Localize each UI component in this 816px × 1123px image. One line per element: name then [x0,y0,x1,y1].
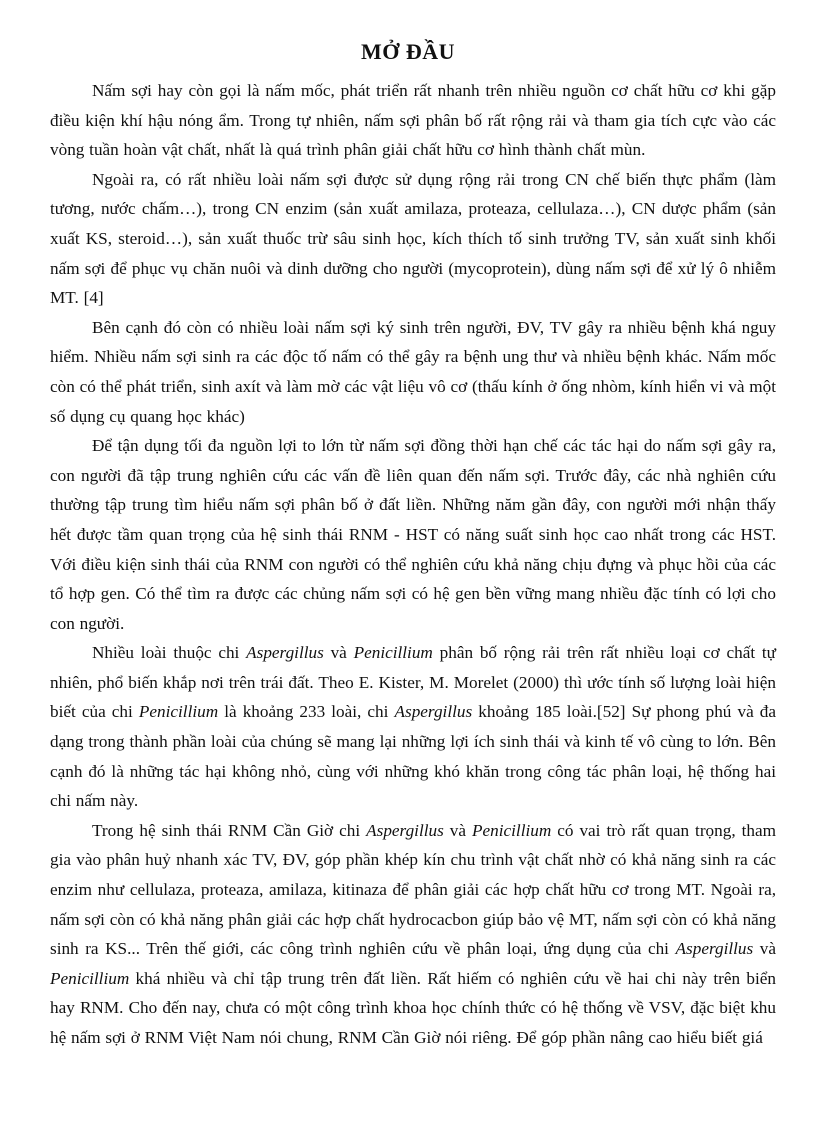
paragraph [50,816,776,1053]
paragraph-text: khá nhiều và chỉ tập trung trên đất liền. Rất hiếm có nghiên cứu về hai chi này trên biển hay RNM. Cho đến nay, chưa có một công trình khoa học chính thức có hệ thống về VSV, đặc biệt khu hệ nấm sợi ở RNM Việt Nam nói chung, RNM Cần Giờ nói riêng. Để góp phần nâng cao hiểu biết giá [50,968,776,1047]
paragraph-text: Ngoài ra, có rất nhiều loài nấm sợi được sử dụng rộng rải trong CN chế biến thực phẩm (làm tương, nước chấm…), trong CN enzim (sản xuất amilaza, proteaza, cellulaza…), CN dược phẩm (sản xuất KS, steroid…), sản xuất thuốc trừ sâu sinh học, kích thích tố sinh trưởng TV, sản xuất sinh khối nấm sợi để phục vụ chăn nuôi và dinh dưỡng cho người (mycoprotein), dùng nấm sợi để xử lý ô nhiễm MT. [4] [50,169,776,308]
paragraph-text: Nấm sợi hay còn gọi là nấm mốc, phát triển rất nhanh trên nhiều nguồn cơ chất hữu cơ khi gặp điều kiện khí hậu nóng ẩm. Trong tự nhiên, nấm sợi phân bố rất rộng rải và tham gia tích cực vào các vòng tuần hoàn vật chất, nhất là quá trình phân giải chất hữu cơ hình thành chất mùn. [50,81,776,160]
italic-taxon-name: Aspergillus [675,939,754,959]
paragraph [50,313,776,431]
paragraph-text: phân bố rộng rải trên rất nhiều loại cơ chất tự nhiên, phổ biến khắp nơi trên trái đất. Theo E. Kister, M. Morelet (2000) thì ước tính số lượng loài hiện biết của chi [50,643,776,722]
paragraph-text: có vai trò rất quan trọng, tham gia vào phân huỷ nhanh xác TV, ĐV, góp phần khép kín chu trình vật chất nhờ có khả năng sinh ra các enzim như cellulaza, proteaza, amilaza, kitinaza để phân giải các hợp chất hữu cơ trong MT. Ngoài ra, nấm sợi còn có khả năng phân giải các hợp chất hydrocacbon giúp bảo vệ MT, nấm sợi còn có khả năng sinh ra KS... Trên thế giới, các công trình nghiên cứu về phân loại, ứng dụng của chi [50,820,776,959]
paragraph-text: và [443,820,473,840]
italic-taxon-name: Penicillium [50,968,130,988]
italic-taxon-name: Penicillium [353,643,433,663]
page-title: MỞ ĐẦU [360,39,456,64]
paragraph [50,76,776,165]
paragraph [50,638,776,816]
paragraph [50,165,776,313]
document-body [50,76,776,1053]
paragraph-text: khoảng 185 loài.[52] Sự phong phú và đa dạng trong thành phần loài của chúng sẽ mang lại những lợi ích sinh thái và kinh tế vô cùng to lớn. Bên cạnh đó là những tác hại không nhỏ, cùng với những khó khăn trong công tác phân loại, hệ thống hai chi nấm này. [50,702,777,811]
paragraph-text: là khoảng 233 loài, chi [218,702,395,722]
paragraph-text: và [753,939,776,959]
paragraph-text: và [323,643,354,663]
paragraph [50,431,776,638]
italic-taxon-name: Penicillium [472,820,552,840]
paragraph-text: Trong hệ sinh thái RNM Cần Giờ chi [92,820,367,840]
paragraph-text: Bên cạnh đó còn có nhiều loài nấm sợi ký sinh trên người, ĐV, TV gây ra nhiều bệnh khá nguy hiểm. Nhiều nấm sợi sinh ra các độc tố nấm có thể gây ra bệnh ung thư và nhiều bệnh khác. Nấm mốc còn có thể phát triển, sinh axít và làm mờ các vật liệu vô cơ (thấu kính ở ống nhòm, kính hiển vi và một số dụng cụ quang học khác) [50,317,776,426]
italic-taxon-name: Aspergillus [366,820,444,840]
paragraph-text: Để tận dụng tối đa nguồn lợi to lớn từ nấm sợi đồng thời hạn chế các tác hại do nấm sợi gây ra, con người đã tập trung nghiên cứu các vấn đề liên quan đến nấm sợi. Trước đây, các nhà nghiên cứu thường tập trung tìm hiểu nấm sợi phân bố ở đất liền. Những năm gần đây, con người mới nhận thấy hết được tầm quan trọng của hệ sinh thái RNM - HST có năng suất sinh học cao nhất trong các HST. Với điều kiện sinh thái của RNM con người có thể nghiên cứu khả năng chịu đựng và phục hồi của các tổ hợp gen. Có thể tìm ra được các chủng nấm sợi có hệ gen bền vững mang nhiều đặc tính có lợi cho con người. [50,436,776,633]
italic-taxon-name: Aspergillus [394,702,473,722]
italic-taxon-name: Penicillium [138,702,219,722]
paragraph-text: Nhiều loài thuộc chi [92,643,247,663]
italic-taxon-name: Aspergillus [246,643,324,663]
